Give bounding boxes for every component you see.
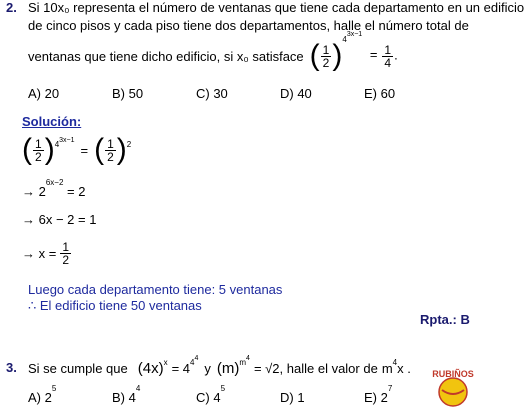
solution-conclusion-1: Luego cada departamento tiene: 5 ventanas	[28, 282, 283, 297]
problem-2-line-3-text: ventanas que tiene dicho edificio, si x₀ satisface	[28, 48, 304, 64]
eq-exp-base: 4	[342, 35, 347, 44]
p3-opt-c-exp: 5	[220, 384, 226, 393]
problem-3-statement	[28, 354, 411, 382]
problem-3-option-c	[196, 384, 226, 405]
p3-opt-b-label: B) 4	[112, 390, 136, 405]
p3-opt-d-label: D) 1	[280, 390, 305, 405]
eq-end: .	[394, 47, 398, 63]
step1-rhs-den: 2	[107, 149, 114, 164]
problem-2-option-a: A) 20	[28, 86, 60, 101]
answer-label: Rpta.: B	[420, 312, 470, 327]
p3-expr2: (m)	[216, 359, 240, 377]
step1-lhs-den: 2	[35, 149, 42, 164]
p3-target-exp: 4	[392, 357, 398, 367]
problem-3-option-d	[280, 390, 305, 405]
step1-exp-exp: 3x−1	[59, 136, 75, 144]
p3-opt-e-exp: 7	[387, 384, 393, 393]
step2-rest: = 2	[63, 184, 86, 199]
p3-expr1-eq-exp: 4	[190, 357, 195, 367]
step1-rhs-num: 1	[107, 136, 114, 151]
problem-3-number: 3.	[6, 360, 17, 375]
solution-title: Solución:	[22, 114, 82, 129]
problem-2-number: 2.	[6, 0, 17, 15]
problem-2-option-b: B) 50	[112, 86, 144, 101]
step1-exp-base: 4	[54, 139, 60, 149]
solution-conclusion-2: ∴ El edificio tiene 50 ventanas	[28, 298, 202, 313]
p3-expr1-eq: = 4	[171, 360, 191, 376]
problem-2-option-c: C) 30	[196, 86, 228, 101]
p3-expr2-exp2: 4	[246, 354, 250, 362]
p3-text2: , halle el valor de	[279, 360, 378, 376]
step4-text: → x =	[22, 245, 57, 261]
p3-opt-b-exp: 4	[135, 384, 141, 393]
solution-step-1: ( $\frac{1}{2}$ ) 4 3x−1 = ( $\frac{1}{2}$ ) 2	[22, 133, 132, 166]
p3-expr1-eq-exp2: 4	[194, 354, 199, 362]
step2-exp: 6x−2	[45, 178, 64, 187]
problem-2-option-e: E) 60	[364, 86, 396, 101]
eq-exp-exp: 3x−1	[346, 31, 363, 38]
eq-equals: =	[369, 47, 378, 63]
problem-2-line-3	[28, 31, 398, 76]
solution-step-2	[22, 178, 86, 199]
problem-2-line-2: de cinco pisos y cada piso tiene dos departamentos, halle el número total de	[28, 18, 469, 33]
p3-target: m	[381, 360, 393, 376]
p3-target-rest: x .	[397, 360, 411, 376]
logo-text: RUBIÑOS	[432, 369, 474, 379]
eq-base-den: 2	[322, 55, 330, 70]
eq-rhs-den: 4	[384, 55, 392, 70]
p3-expr1-exp: x	[163, 357, 168, 367]
problem-2-equation: ( $\frac{1}{2}$ )$^{43x-1}$ = $\frac{1}{4}$ .	[309, 31, 398, 72]
step4-num: 1	[62, 239, 70, 254]
step1-lhs-num: 1	[35, 136, 42, 151]
step1-rhs-exp: 2	[126, 139, 132, 149]
problem-3-option-a	[28, 384, 57, 405]
eq-rhs-num: 1	[384, 42, 392, 57]
p3-opt-e-label: E) 2	[364, 390, 388, 405]
problem-2-option-d: D) 40	[280, 86, 312, 101]
solution-step-4	[22, 236, 72, 270]
problem-3-option-e	[364, 384, 393, 405]
step4-den: 2	[62, 252, 70, 267]
p3-opt-a-exp: 5	[51, 384, 57, 393]
problem-2-line-1: Si 10x₀ representa el número de ventanas que tiene cada departamento en un edificio	[28, 0, 524, 15]
p3-expr1: (4x)	[137, 359, 164, 377]
eq-base-num: 1	[322, 42, 330, 57]
solution-step-3: → 6x − 2 = 1	[22, 212, 97, 227]
p3-opt-a-label: A) 2	[28, 390, 52, 405]
p3-text1: Si se cumple que	[28, 360, 128, 376]
p3-connector: y	[204, 360, 211, 376]
p3-expr2-eq: = √2	[253, 360, 280, 376]
p3-opt-c-label: C) 4	[196, 390, 221, 405]
p3-expr2-exp: m	[239, 357, 247, 367]
problem-3-option-b	[112, 384, 141, 405]
step1-eq: =	[80, 142, 89, 158]
rubinos-logo	[432, 366, 474, 408]
step2-base: → 2	[22, 184, 46, 199]
